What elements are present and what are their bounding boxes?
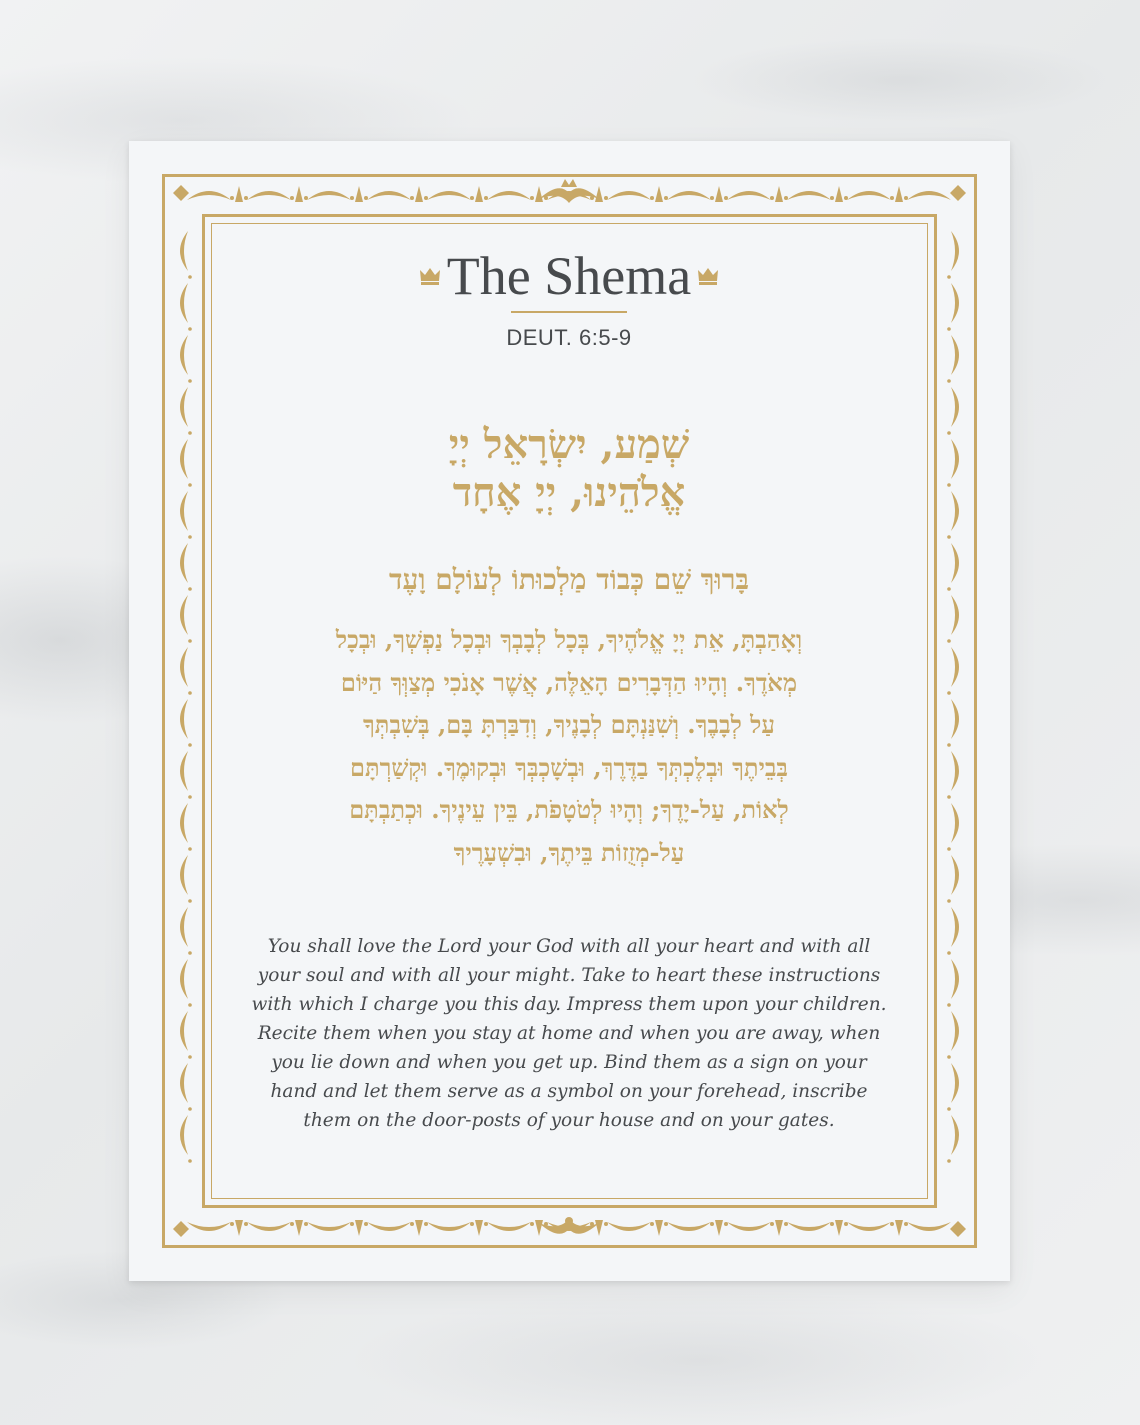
- crown-icon: [697, 266, 719, 286]
- hebrew-body-line: וְאָהַבְתָּ, אֵת יְיָ אֱלֹהֶיךָ, בְּכָל לְבָבְךָ וּבְכָל נַפְשְׁךָ, וּבְכָל: [335, 625, 803, 654]
- hebrew-body: [239, 619, 899, 874]
- page-title: The Shema: [446, 246, 692, 306]
- document-content: [219, 231, 919, 1135]
- hebrew-body-line: מְאֹדֶךָ. וְהָיוּ הַדְּבָרִים הָאֵלֶּה, אֲשֶׁר אָנֹכִי מְצַוְּךָ הַיּוֹם: [340, 667, 798, 697]
- hebrew-body-line: עַל לְבָבֶךָ. וְשִׁנַּנְתָּם לְבָנֶיךָ, וְדִבַּרְתָּ בָּם, בְּשִׁבְתְּךָ: [363, 710, 775, 739]
- english-translation: You shall love the Lord your God with all your heart and with all your soul and with all your might. Take to heart these instructions with which I charge you this day. Impress them upon your children. Recite them when you stay at home and when you are away, when you lie down and when you get up. Bind them as a sign on your hand and let them serve as a symbol on your forehead, inscribe them on the door-posts of your house and on your gates.: [251, 936, 887, 1131]
- crown-icon: [419, 266, 441, 286]
- hebrew-blessing: בָּרוּךְ שֵׁם כְּבוֹד מַלְכוּתוֹ לְעוֹלָם וָעֶד: [389, 563, 749, 596]
- hebrew-body-line: בְּבֵיתֶךָ וּבְלֶכְתְּךָ בַדֶּרֶךְ, וּבְשָׁכְבְּךָ וּבְקוּמֶךָ. וּקְשַׁרְתָּם: [350, 752, 788, 782]
- hebrew-verse: [219, 421, 919, 517]
- shema-print: [129, 141, 1010, 1281]
- scripture-reference: DEUT. 6:5-9: [506, 325, 632, 350]
- title-row: [219, 246, 919, 306]
- hebrew-body-line: לְאוֹת, עַל-יָדֶךָ; וְהָיוּ לְטֹטָפֹת, בֵּין עֵינֶיךָ. וּכְתַבְתָּם: [349, 795, 789, 824]
- hebrew-verse-line: שְׁמַע, יִשְׂרָאֵל יְיָ: [448, 421, 690, 468]
- hebrew-verse-line: אֱלֹהֵינוּ, יְיָ אֶחָד: [452, 469, 686, 516]
- title-underline: [511, 311, 627, 313]
- hebrew-body-line: עַל-מְזֻזוֹת בֵּיתֶךָ, וּבִשְׁעָרֶיךָ: [453, 837, 685, 867]
